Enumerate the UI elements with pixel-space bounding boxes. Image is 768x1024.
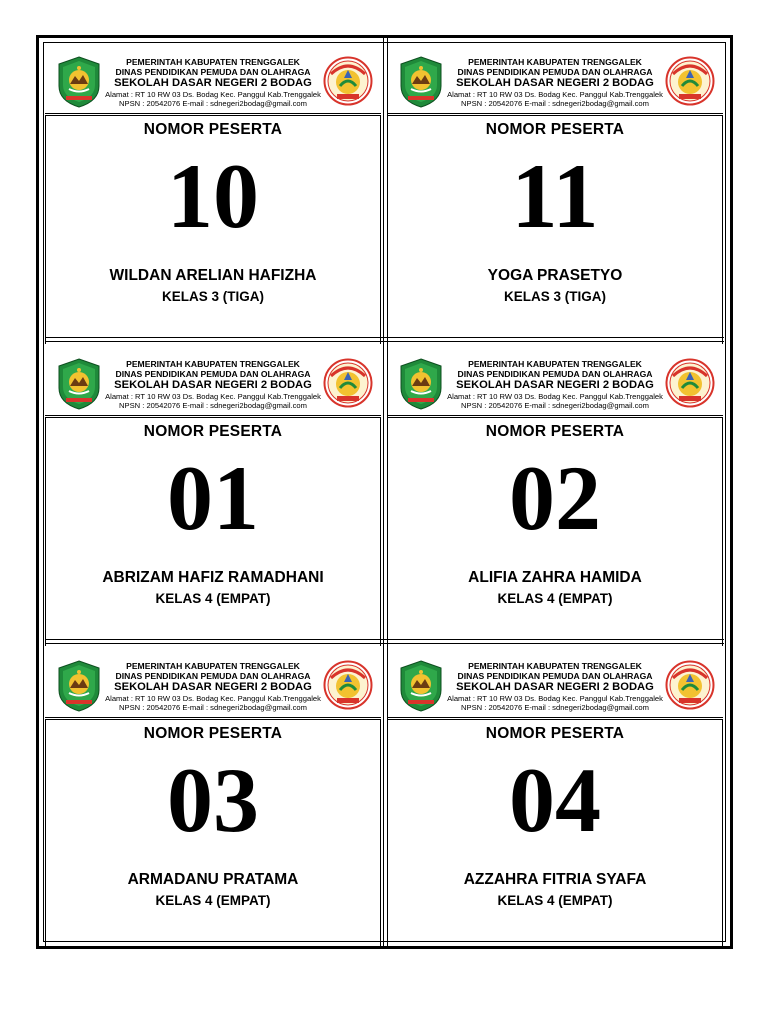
- card-body: [45, 418, 381, 646]
- school-letterhead: [101, 662, 325, 713]
- student-class: KELAS 3 (TIGA): [503, 289, 606, 304]
- card-header: [45, 646, 381, 720]
- student-class: KELAS 4 (EMPAT): [155, 591, 271, 606]
- government-line: PEMERINTAH KABUPATEN TRENGGALEK: [468, 661, 642, 671]
- trenggalek-regency-emblem-icon: [399, 56, 443, 108]
- school-letterhead: [443, 360, 667, 411]
- department-line: DINAS PENDIDIKAN PEMUDA DAN OLAHRAGA: [115, 369, 311, 379]
- government-line: PEMERINTAH KABUPATEN TRENGGALEK: [468, 359, 642, 369]
- sd-negeri-2-bodag-school-emblem-icon: [665, 660, 715, 710]
- school-address: Alamat : RT 10 RW 03 Ds. Bodag Kec. Panggul Kab.Trenggalek: [447, 392, 663, 401]
- school-contact: NPSN : 20542076 E-mail : sdnegeri2bodag@gmail.com: [461, 401, 649, 410]
- government-line: PEMERINTAH KABUPATEN TRENGGALEK: [126, 661, 300, 671]
- card-header: [387, 646, 723, 720]
- nomor-peserta-label: NOMOR PESERTA: [143, 725, 283, 742]
- department-line: DINAS PENDIDIKAN PEMUDA DAN OLAHRAGA: [115, 67, 311, 77]
- department-line: DINAS PENDIDIKAN PEMUDA DAN OLAHRAGA: [457, 67, 653, 77]
- school-name: SEKOLAH DASAR NEGERI 2 BODAG: [114, 379, 312, 391]
- school-name: SEKOLAH DASAR NEGERI 2 BODAG: [456, 77, 654, 89]
- school-name: SEKOLAH DASAR NEGERI 2 BODAG: [456, 681, 654, 693]
- student-name: WILDAN ARELIAN HAFIZHA: [109, 267, 317, 284]
- nomor-peserta-label: NOMOR PESERTA: [485, 725, 625, 742]
- participant-number: 10: [167, 145, 259, 247]
- student-name: ALIFIA ZAHRA HAMIDA: [468, 569, 642, 586]
- department-line: DINAS PENDIDIKAN PEMUDA DAN OLAHRAGA: [457, 369, 653, 379]
- card-header: [387, 344, 723, 418]
- card-body: [45, 720, 381, 948]
- student-name: ARMADANU PRATAMA: [127, 871, 299, 888]
- card-header: [45, 42, 381, 116]
- trenggalek-regency-emblem-icon: [57, 358, 101, 410]
- school-letterhead: [101, 360, 325, 411]
- trenggalek-regency-emblem-icon: [57, 56, 101, 108]
- participant-card-02: [387, 344, 723, 646]
- participant-number: 03: [167, 749, 259, 851]
- student-class: KELAS 4 (EMPAT): [497, 591, 613, 606]
- nomor-peserta-label: NOMOR PESERTA: [485, 121, 625, 138]
- school-letterhead: [443, 58, 667, 109]
- school-address: Alamat : RT 10 RW 03 Ds. Bodag Kec. Panggul Kab.Trenggalek: [447, 90, 663, 99]
- sd-negeri-2-bodag-school-emblem-icon: [665, 358, 715, 408]
- school-contact: NPSN : 20542076 E-mail : sdnegeri2bodag@gmail.com: [119, 99, 307, 108]
- school-letterhead: [101, 58, 325, 109]
- participant-number: 02: [509, 447, 601, 549]
- student-name: ABRIZAM HAFIZ RAMADHANI: [102, 569, 324, 586]
- school-contact: NPSN : 20542076 E-mail : sdnegeri2bodag@gmail.com: [119, 401, 307, 410]
- sd-negeri-2-bodag-school-emblem-icon: [323, 660, 373, 710]
- school-contact: NPSN : 20542076 E-mail : sdnegeri2bodag@gmail.com: [461, 99, 649, 108]
- participant-card-11: [387, 42, 723, 344]
- school-address: Alamat : RT 10 RW 03 Ds. Bodag Kec. Panggul Kab.Trenggalek: [105, 90, 321, 99]
- sd-negeri-2-bodag-school-emblem-icon: [323, 56, 373, 106]
- student-class: KELAS 4 (EMPAT): [155, 893, 271, 908]
- government-line: PEMERINTAH KABUPATEN TRENGGALEK: [468, 57, 642, 67]
- trenggalek-regency-emblem-icon: [57, 660, 101, 712]
- government-line: PEMERINTAH KABUPATEN TRENGGALEK: [126, 57, 300, 67]
- department-line: DINAS PENDIDIKAN PEMUDA DAN OLAHRAGA: [457, 671, 653, 681]
- school-contact: NPSN : 20542076 E-mail : sdnegeri2bodag@gmail.com: [461, 703, 649, 712]
- student-name: YOGA PRASETYO: [487, 267, 623, 284]
- school-letterhead: [443, 662, 667, 713]
- card-body: [45, 116, 381, 344]
- card-body: [387, 418, 723, 646]
- participant-card-04: [387, 646, 723, 948]
- school-address: Alamat : RT 10 RW 03 Ds. Bodag Kec. Panggul Kab.Trenggalek: [447, 694, 663, 703]
- participant-card-10: [45, 42, 381, 344]
- trenggalek-regency-emblem-icon: [399, 358, 443, 410]
- card-body: [387, 720, 723, 948]
- school-name: SEKOLAH DASAR NEGERI 2 BODAG: [456, 379, 654, 391]
- card-header: [45, 344, 381, 418]
- department-line: DINAS PENDIDIKAN PEMUDA DAN OLAHRAGA: [115, 671, 311, 681]
- school-address: Alamat : RT 10 RW 03 Ds. Bodag Kec. Panggul Kab.Trenggalek: [105, 392, 321, 401]
- participant-number: 04: [509, 749, 601, 851]
- participant-card-01: [45, 344, 381, 646]
- government-line: PEMERINTAH KABUPATEN TRENGGALEK: [126, 359, 300, 369]
- student-name: AZZAHRA FITRIA SYAFA: [463, 871, 647, 888]
- participant-card-03: [45, 646, 381, 948]
- school-name: SEKOLAH DASAR NEGERI 2 BODAG: [114, 681, 312, 693]
- participant-card-sheet: [36, 35, 733, 949]
- student-class: KELAS 3 (TIGA): [161, 289, 264, 304]
- card-header: [387, 42, 723, 116]
- sd-negeri-2-bodag-school-emblem-icon: [665, 56, 715, 106]
- school-name: SEKOLAH DASAR NEGERI 2 BODAG: [114, 77, 312, 89]
- nomor-peserta-label: NOMOR PESERTA: [143, 121, 283, 138]
- school-address: Alamat : RT 10 RW 03 Ds. Bodag Kec. Panggul Kab.Trenggalek: [105, 694, 321, 703]
- participant-number: 01: [167, 447, 259, 549]
- nomor-peserta-label: NOMOR PESERTA: [143, 423, 283, 440]
- student-class: KELAS 4 (EMPAT): [497, 893, 613, 908]
- school-contact: NPSN : 20542076 E-mail : sdnegeri2bodag@gmail.com: [119, 703, 307, 712]
- participant-number: 11: [511, 145, 599, 247]
- trenggalek-regency-emblem-icon: [399, 660, 443, 712]
- card-body: [387, 116, 723, 344]
- sd-negeri-2-bodag-school-emblem-icon: [323, 358, 373, 408]
- nomor-peserta-label: NOMOR PESERTA: [485, 423, 625, 440]
